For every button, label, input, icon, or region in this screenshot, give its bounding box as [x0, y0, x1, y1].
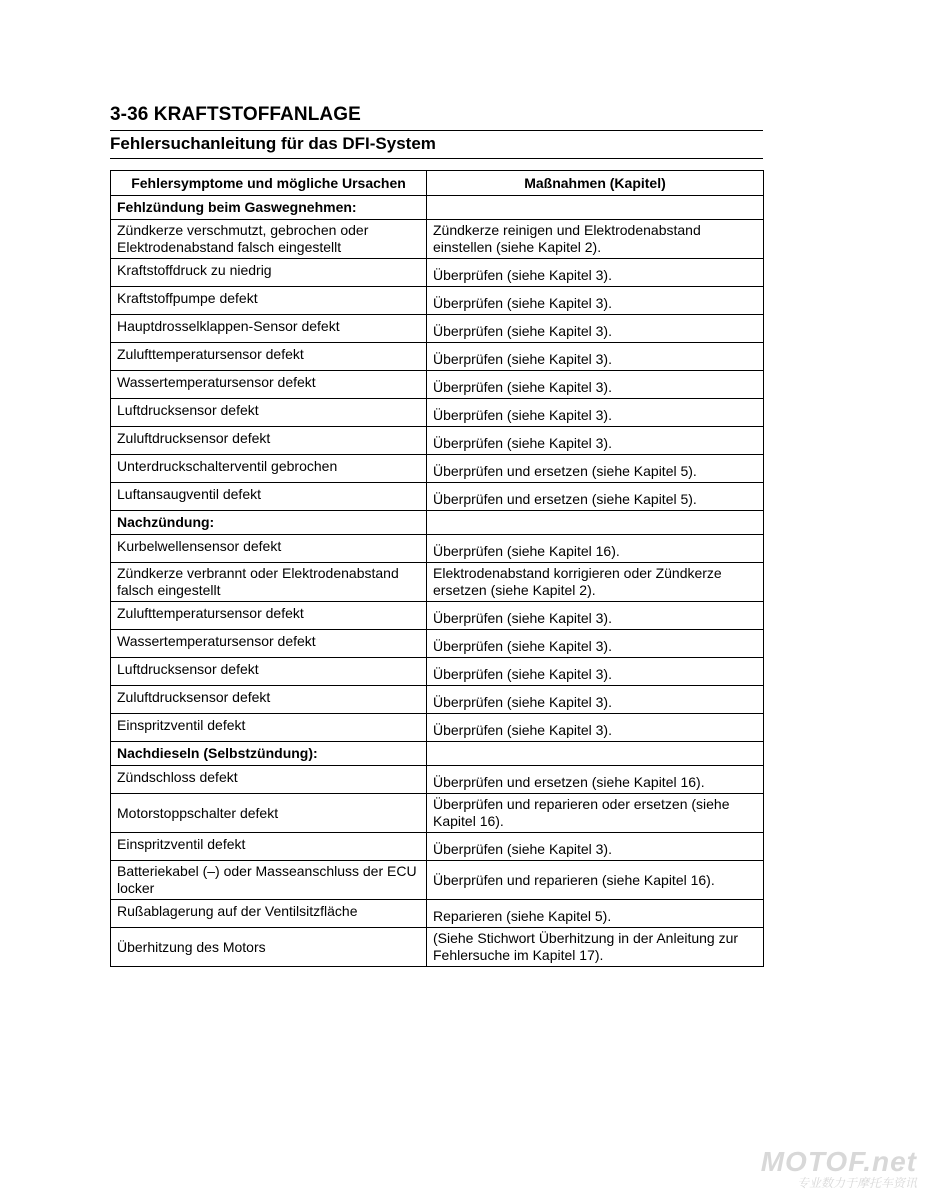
table-row [111, 455, 764, 483]
action-cell: Überprüfen (siehe Kapitel 3). [427, 371, 764, 399]
symptom-cell: Motorstoppschalter defekt [111, 794, 427, 833]
header-symptoms: Fehlersymptome und mögliche Ursachen [111, 171, 427, 196]
symptom-cell: Einspritzventil defekt [111, 714, 427, 742]
subtitle-rule [110, 158, 763, 159]
table-row [111, 371, 764, 399]
symptom-cell: Zulufttemperatursensor defekt [111, 602, 427, 630]
page-title: 3-36 KRAFTSTOFFANLAGE [110, 104, 361, 125]
table-row [111, 287, 764, 315]
table-header-row [111, 171, 764, 196]
action-cell: Überprüfen (siehe Kapitel 3). [427, 602, 764, 630]
table-row [111, 563, 764, 602]
symptom-cell: Kraftstoffdruck zu niedrig [111, 259, 427, 287]
symptom-cell: Wassertemperatursensor defekt [111, 371, 427, 399]
table-row [111, 714, 764, 742]
table-row [111, 220, 764, 259]
symptom-cell: Zündkerze verbrannt oder Elektrodenabstand falsch eingestellt [111, 563, 427, 602]
table-row [111, 427, 764, 455]
action-cell: Reparieren (siehe Kapitel 5). [427, 900, 764, 928]
watermark-sub-text: 专业数力于摩托车资讯 [796, 1176, 917, 1190]
symptom-cell: Zuluftdrucksensor defekt [111, 686, 427, 714]
table-row [111, 315, 764, 343]
title-rule [110, 130, 763, 131]
action-cell: Elektrodenabstand korrigieren oder Zündkerze ersetzen (siehe Kapitel 2). [427, 563, 764, 602]
action-cell: Überprüfen (siehe Kapitel 3). [427, 714, 764, 742]
symptom-cell: Unterdruckschalterventil gebrochen [111, 455, 427, 483]
symptom-cell: Wassertemperatursensor defekt [111, 630, 427, 658]
action-cell: Überprüfen und reparieren oder ersetzen (siehe Kapitel 16). [427, 794, 764, 833]
action-cell: Überprüfen (siehe Kapitel 3). [427, 399, 764, 427]
troubleshooting-table [110, 170, 764, 967]
symptom-cell: Rußablagerung auf der Ventilsitzfläche [111, 900, 427, 928]
action-cell: Überprüfen (siehe Kapitel 3). [427, 427, 764, 455]
table-row [111, 535, 764, 563]
action-cell: Überprüfen (siehe Kapitel 3). [427, 287, 764, 315]
symptom-cell: Zündkerze verschmutzt, gebrochen oder Elektrodenabstand falsch eingestellt [111, 220, 427, 259]
table-row [111, 658, 764, 686]
watermark-main-text: MOTOF.net [760, 1146, 917, 1177]
action-cell: Überprüfen (siehe Kapitel 3). [427, 259, 764, 287]
symptom-cell: Batteriekabel (–) oder Masseanschluss der ECU locker [111, 861, 427, 900]
table-row [111, 861, 764, 900]
symptom-cell: Kurbelwellensensor defekt [111, 535, 427, 563]
action-cell: Überprüfen (siehe Kapitel 3). [427, 315, 764, 343]
symptom-cell: Einspritzventil defekt [111, 833, 427, 861]
action-cell: Überprüfen (siehe Kapitel 3). [427, 630, 764, 658]
action-cell: Überprüfen (siehe Kapitel 3). [427, 686, 764, 714]
table-row [111, 900, 764, 928]
table-row [111, 399, 764, 427]
action-cell [427, 196, 764, 220]
table-row [111, 766, 764, 794]
section-heading: Nachdieseln (Selbstzündung): [111, 742, 427, 766]
table-row [111, 833, 764, 861]
action-cell: Zündkerze reinigen und Elektrodenabstand einstellen (siehe Kapitel 2). [427, 220, 764, 259]
action-cell: Überprüfen und ersetzen (siehe Kapitel 5). [427, 483, 764, 511]
action-cell: Überprüfen (siehe Kapitel 3). [427, 833, 764, 861]
table-section-row [111, 196, 764, 220]
table-section-row [111, 511, 764, 535]
symptom-cell: Hauptdrosselklappen-Sensor defekt [111, 315, 427, 343]
table-body [111, 196, 764, 967]
table-row [111, 794, 764, 833]
table-row [111, 928, 764, 967]
action-cell [427, 742, 764, 766]
table-row [111, 259, 764, 287]
action-cell: Überprüfen (siehe Kapitel 3). [427, 343, 764, 371]
action-cell: (Siehe Stichwort Überhitzung in der Anleitung zur Fehlersuche im Kapitel 17). [427, 928, 764, 967]
symptom-cell: Luftdrucksensor defekt [111, 399, 427, 427]
symptom-cell: Luftdrucksensor defekt [111, 658, 427, 686]
action-cell: Überprüfen und ersetzen (siehe Kapitel 5). [427, 455, 764, 483]
symptom-cell: Zulufttemperatursensor defekt [111, 343, 427, 371]
action-cell: Überprüfen (siehe Kapitel 3). [427, 658, 764, 686]
table-section-row [111, 742, 764, 766]
table-row [111, 602, 764, 630]
section-heading: Fehlzündung beim Gaswegnehmen: [111, 196, 427, 220]
symptom-cell: Luftansaugventil defekt [111, 483, 427, 511]
symptom-cell: Zündschloss defekt [111, 766, 427, 794]
header-actions: Maßnahmen (Kapitel) [427, 171, 764, 196]
action-cell: Überprüfen (siehe Kapitel 16). [427, 535, 764, 563]
symptom-cell: Kraftstoffpumpe defekt [111, 287, 427, 315]
action-cell [427, 511, 764, 535]
table-row [111, 483, 764, 511]
table-row [111, 343, 764, 371]
section-heading: Nachzündung: [111, 511, 427, 535]
section-subtitle: Fehlersuchanleitung für das DFI-System [110, 134, 436, 153]
table-row [111, 630, 764, 658]
table-row [111, 686, 764, 714]
action-cell: Überprüfen und reparieren (siehe Kapitel 16). [427, 861, 764, 900]
symptom-cell: Zuluftdrucksensor defekt [111, 427, 427, 455]
symptom-cell: Überhitzung des Motors [111, 928, 427, 967]
action-cell: Überprüfen und ersetzen (siehe Kapitel 16). [427, 766, 764, 794]
watermark-logo [761, 1148, 917, 1190]
